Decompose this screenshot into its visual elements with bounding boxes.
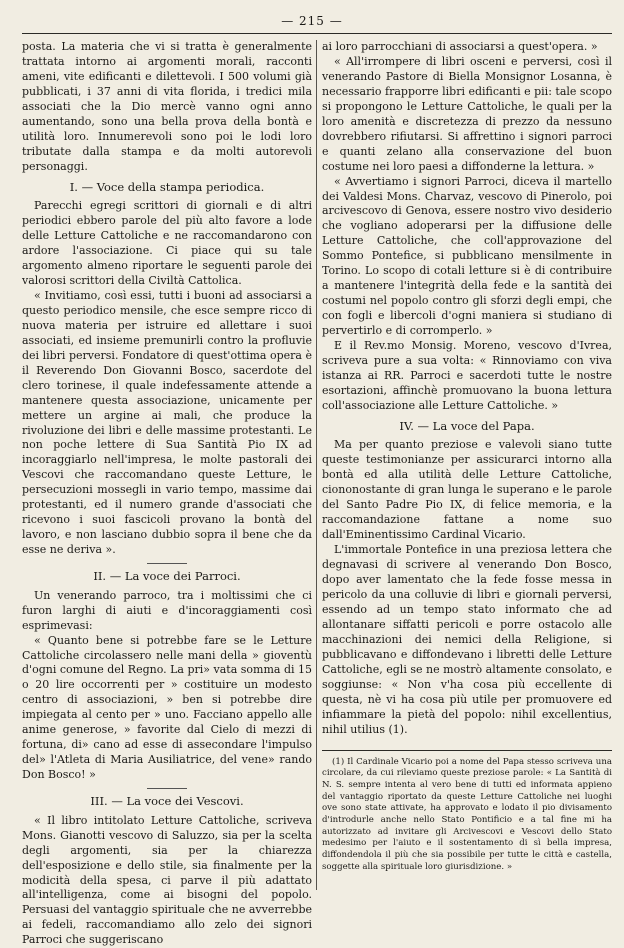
paragraph: Ma per quanto preziose e valevoli siano tutte queste testimonianze per assicurarci intorno alla bontà ed alla utilità delle Letture Cattoliche, ciononostante di gran lunga le superano e le parole del Santo Padre Pio IX, di felice memoria, e la raccomandazione fattane a nome suo dall'Eminentissimo Cardinal Vicario. [322,438,612,542]
section-heading: IV. — La voce del Papa. [399,418,535,433]
quotation: « Quanto bene si potrebbe fare se le Letture Cattoliche circolassero nelle mani della » gioventù d'ogni comune del Regno. La pri» vata somma di 15 o 20 lire occorrenti per » costituire un modesto centro di associazioni, » ben si potrebbe dire impiegata al cento per » uno. Facciano appello alle anime generose, » favorite dal Cielo di mezzi di fortuna, di» cano ad esse di assecondare l'impulso del» l'Atleta di Maria Ausiliatrice, del vene» rando Don Bosco! » [22,633,313,782]
footnote [322,757,612,874]
paragraph: ai loro parrocchiani di associarsi a quest'opera. » [322,40,598,53]
section-heading: I. — Voce della stampa periodica. [69,179,265,194]
header-rule [22,33,612,34]
page-number: — 215 — [281,14,343,28]
paragraph: « Invitiamo, così essi, tutti i buoni ad associarsi a questo periodico mensile, che esce sempre ricco di nuova materia per istruire ed allettare i suoi associati, ed insieme premunirli contro la profluvie dei libri perversi. Fondatore di quest'ottima opera è il Reverendo Don Giovanni Bosco, sacerdote del clero torinese, il quale indefessamente attende a mantenere questa associazione, unicamente per mettere un argine ai mali, che produce la rivoluzione dei libri e delle massime protestanti. Le non poche lettere di Sua Santità Pio IX ad incoraggiarlo nell'impresa, le molte pastorali dei Vescovi che raccomandano queste Letture, le persecuzioni mossegli in vario tempo, massime dai protestanti, ed il numero grande d'associati che ricevono i suoi fascicoli provano la bontà del lavoro, e non lasciano dubbio sopra il bene che da esse ne deriva ». [22,288,312,557]
footnote-rule [322,750,612,751]
section-heading: II. — La voce dei Parroci. [93,569,241,584]
paragraph: « Il libro intitolato Letture Cattoliche, scriveva Mons. Gianotti vescovo di Saluzzo, sia per la scelta degli argomenti, sia per la chiarezza dell'esposizione e dello stile, sia finalmente per la modicità della spesa, ci parve il più adattato all'intelligenza, come ai bisogni del popolo. Persuasi del vantaggio spirituale che ne avverrebbe ai fedeli, raccomandiamo allo zelo dei signori Parroci che suggeriscano [22,813,312,947]
footnote-text: (1) Il Cardinale Vicario poi a nome del Papa stesso scriveva una circolare, da cui rileviamo queste preziose parole: « La Santità di N. S. sempre intenta al vero bene di tutti ed informata appieno del vantaggio riportato da queste Letture Cattoliche nei luoghi ove sono state attivate, ha approvato e lodato il pio divisamento d'introdurle anche nello Stato Pontificio e a tal fine mi ha autorizzato ad invitare gli Arcivescovi e Vescovi dello Stato medesimo per l'aiuto e il sostentamento di sì bella impresa, diffondendola il più che sia possibile per tutte le città e castella, soggette alla spirituale loro giurisdizione. » [322,756,612,872]
left-column [22,40,312,948]
separator [147,563,187,564]
paragraph: « Avvertiamo i signori Parroci, diceva il martello dei Valdesi Mons. Charvaz, vescovo di Pinerolo, poi arcivescovo di Genova, essere nostro vivo desiderio che vogliano adoperarsi per la diffusione delle Letture Cattoliche, che coll'approvazione del Sommo Pontefice, si pubblicano mensilmente in Torino. Lo scopo di cotali letture si è di contribuire a mantenere l'integrità della fede e la santità dei costumi nel popolo contro gli sforzi degli empi, che con fogli e libercoli d'ogni maniera si studiano di pervertirlo e di corromperlo. » [322,174,612,338]
section-heading: III. — La voce dei Vescovi. [90,794,244,809]
column-divider [316,40,317,890]
paragraph: Parecchi egregi scrittori di giornali e di altri periodici ebbero parole del più alto favore a lode delle Letture Cattoliche e ne raccomandarono con ardore l'associazione. Ci piace qui su tale argomento almeno riportare le seguenti parole dei valorosi scrittori della Civiltà Cattolica. [22,199,312,287]
paragraph: L'immortale Pontefice in una preziosa lettera che degnavasi di scrivere al venerando Don Bosco, dopo aver lamentato che la fede fosse messa in pericolo da una colluvie di libri e giornali perversi, essendo ad un tempo stato informato che ad allontanare siffatti pericoli e porre ostacolo alle macchinazioni dei nemici della Religione, si pubblicavano e diffondevano i libretti delle Letture Cattoliche, egli se ne mostrò altamente consolato, e soggiunse: « Non v'ha cosa più eccellente di questa, nè vi ha cosa più utile per promuovere ed infiammare la pietà del popolo: nihil excellentius, nihil utilius (1). [322,543,612,736]
paragraph: E il Rev.mo Monsig. Moreno, vescovo d'Ivrea, scriveva pure a sua volta: « Rinnoviamo con viva istanza ai RR. Parroci e sacerdoti tutte le nostre esortazioni, affinchè promuovano la buona lettura coll'associazione alle Letture Cattoliche. » [322,339,612,412]
separator [147,788,187,789]
right-column [322,40,612,873]
paragraph: Un venerando parroco, tra i moltissimi che ci furon larghi di aiuti e d'incoraggiamenti così esprimevasi: [22,588,312,632]
paragraph: « All'irrompere di libri osceni e perversi, così il venerando Pastore di Biella Monsignor Losanna, è necessario frapporre libri edificanti e pii: tale scopo si propongono le Letture Cattoliche, le quali per la loro amenità e discretezza di prezzo da nessuno dovrebbero rifiutarsi. Si affrettino i signori parroci e quanti zelano alla conservazione del buon costume nei loro paesi a diffonderne la lettura. » [322,54,613,173]
paragraph: posta. La materia che vi si tratta è generalmente trattata intorno ai argomenti morali, racconti ameni, vite edificanti e dilettevoli. I 500 volumi già pubblicati, i 37 anni di vita florida, i tredici mila associati che la Dio mercè vanno ogni anno aumentando, sono una bella prova della bontà e utilità loro. Innumerevoli sono poi le lodi loro tributate dalla stampa e da molti autorevoli personaggi. [22,40,312,173]
